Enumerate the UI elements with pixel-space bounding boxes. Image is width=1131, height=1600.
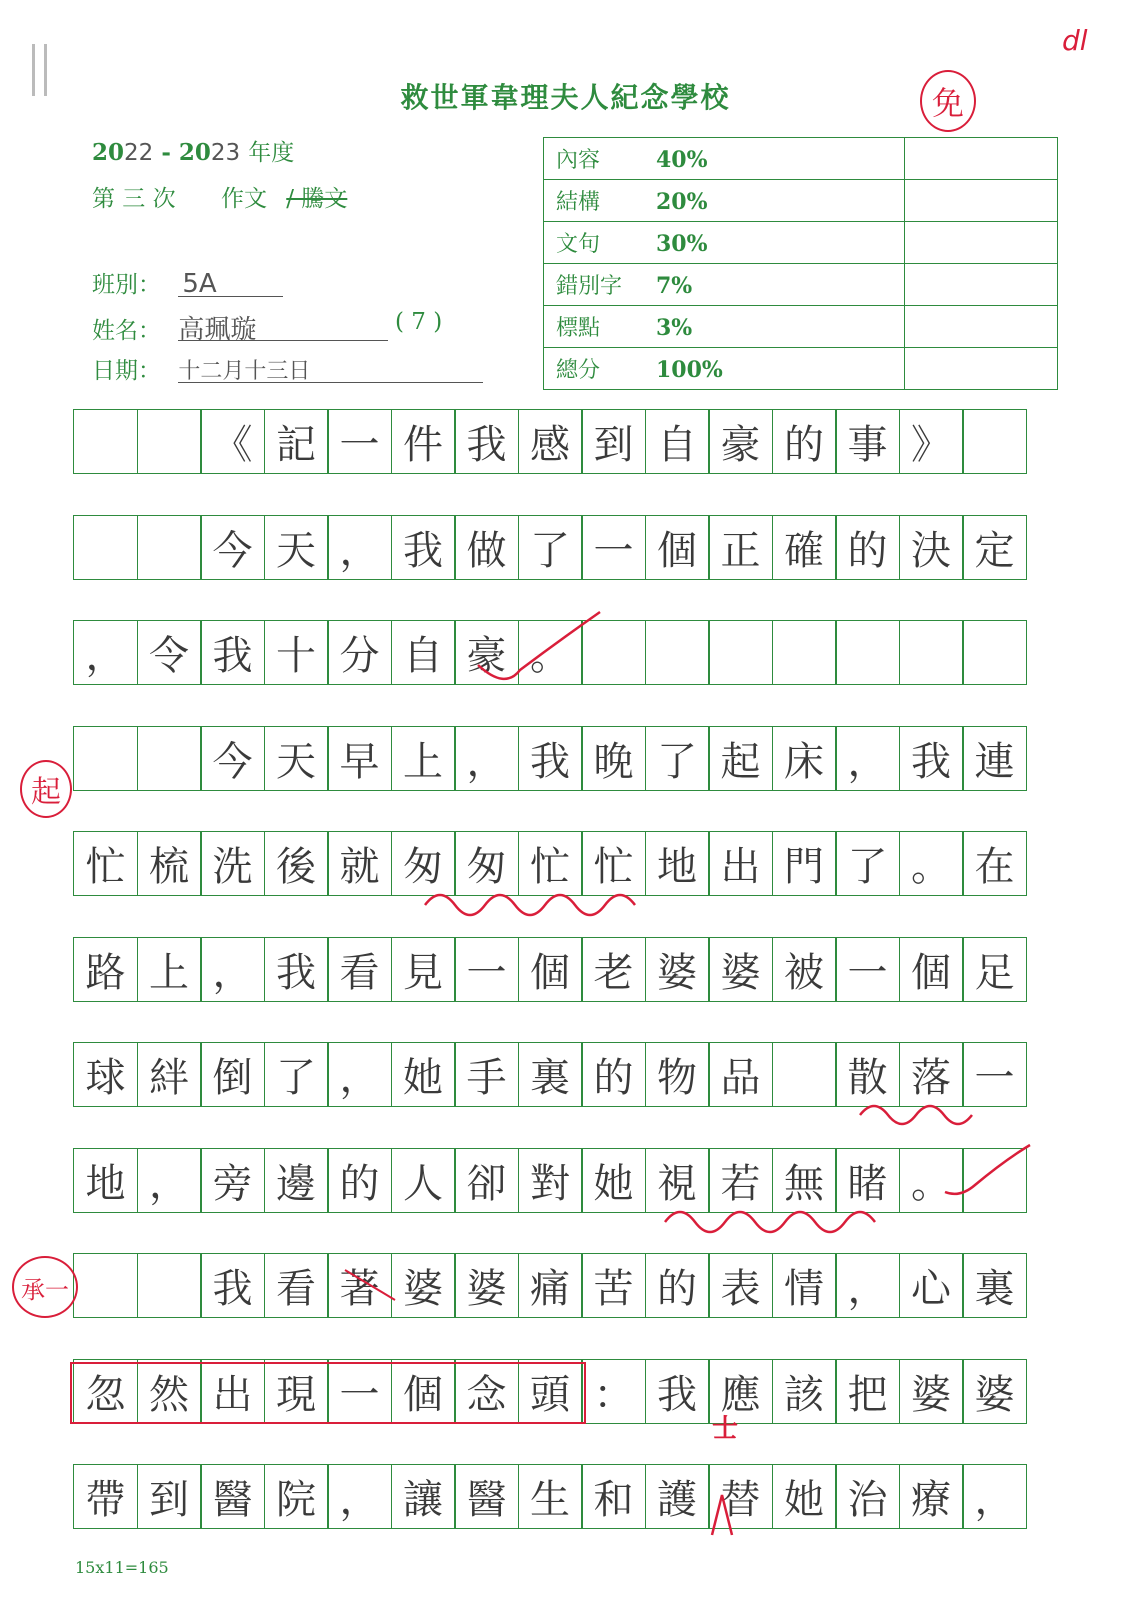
grid-cell: ，: [137, 1148, 202, 1213]
grid-cell: 和: [581, 1464, 646, 1529]
type-alt: / 騰文: [286, 186, 348, 212]
score-category: 錯別字: [556, 274, 623, 299]
grid-cell: 我: [454, 409, 519, 474]
year-dash: -: [161, 139, 171, 166]
year-prefix-1: 20: [92, 139, 125, 166]
grid-cell: 我: [391, 515, 456, 580]
grid-cell: 若: [708, 1148, 773, 1213]
grid-cell: 倒: [200, 1042, 265, 1107]
grid-cell: 的: [581, 1042, 646, 1107]
grid-cell: 正: [708, 515, 773, 580]
round-label: 第 三 次: [92, 186, 176, 212]
grid-cell: 就: [327, 831, 392, 896]
grid-cell: 今: [200, 726, 265, 791]
grid-cell: 事: [835, 409, 900, 474]
grid-cell: 個: [899, 937, 964, 1002]
grid-cell: ，: [73, 620, 138, 685]
grid-cell: 今: [200, 515, 265, 580]
grid-cell: 見: [391, 937, 456, 1002]
grid-cell: 我: [200, 620, 265, 685]
grid-cell: 婆: [645, 937, 710, 1002]
grid-cell: 十: [264, 620, 329, 685]
grid-cell: 物: [645, 1042, 710, 1107]
grid-cell: 洗: [200, 831, 265, 896]
score-category: 結構: [556, 190, 601, 215]
grid-cell: 晚: [581, 726, 646, 791]
school-title: 救世軍韋理夫人紀念學校: [400, 81, 731, 114]
grid-cell: 了: [645, 726, 710, 791]
grid-cell: 然: [137, 1359, 202, 1424]
tick-mark-2: [945, 1145, 1030, 1194]
grid-cell: 了: [835, 831, 900, 896]
grid-cell: ，: [962, 1464, 1027, 1529]
grid-cell: 一: [327, 1359, 392, 1424]
grid-cell: 替: [708, 1464, 773, 1529]
name-value: 高珮璇: [178, 315, 257, 345]
grid-cell: 落: [899, 1042, 964, 1107]
grid-cell: 痛: [518, 1253, 583, 1318]
grid-cell: 睹: [835, 1148, 900, 1213]
date-value: 十二月十三日: [178, 359, 311, 384]
grid-cell: 把: [835, 1359, 900, 1424]
grid-cell: 出: [708, 831, 773, 896]
student-number: ( 7 ): [395, 309, 443, 335]
grid-cell: 球: [73, 1042, 138, 1107]
grid-cell: ，: [200, 937, 265, 1002]
grid-cell: 忽: [73, 1359, 138, 1424]
grid-cell: 該: [772, 1359, 837, 1424]
score-percent: 20%: [656, 189, 708, 215]
grid-cell: 忙: [73, 831, 138, 896]
grid-cell: 上: [391, 726, 456, 791]
grid-cell: 地: [73, 1148, 138, 1213]
grid-cell: 一: [835, 937, 900, 1002]
grid-cell: 我: [899, 726, 964, 791]
grid-cell: 旁: [200, 1148, 265, 1213]
grid-cell: 豪: [708, 409, 773, 474]
grid-cell: 豪: [454, 620, 519, 685]
score-percent: 7%: [656, 273, 693, 299]
date-label: 日期：: [92, 358, 161, 384]
grid-cell: 到: [581, 409, 646, 474]
grid-cell: 個: [645, 515, 710, 580]
grid-cell: 無: [772, 1148, 837, 1213]
year-hand-1: 22: [124, 140, 154, 166]
score-percent: 3%: [656, 315, 693, 341]
grid-cell: 她: [772, 1464, 837, 1529]
grid-cell: 的: [327, 1148, 392, 1213]
grid-cell: 心: [899, 1253, 964, 1318]
grid-cell: 醫: [200, 1464, 265, 1529]
grid-cell: 自: [391, 620, 456, 685]
wavy-underline-2: [860, 1106, 972, 1124]
score-category: 內容: [556, 148, 601, 173]
class-label: 班別：: [92, 272, 161, 298]
insert-correction: 士: [712, 1414, 739, 1444]
grid-cell: 的: [772, 409, 837, 474]
grid-cell: 一: [327, 409, 392, 474]
grid-count: 15x11=165: [75, 1558, 169, 1577]
grid-cell: 我: [200, 1253, 265, 1318]
grid-cell: 婆: [454, 1253, 519, 1318]
grid-cell: 確: [772, 515, 837, 580]
grid-cell: 裏: [518, 1042, 583, 1107]
grid-cell: 老: [581, 937, 646, 1002]
grid-cell: 情: [772, 1253, 837, 1318]
grid-cell: ，: [835, 726, 900, 791]
grid-cell: 她: [581, 1148, 646, 1213]
grid-cell: 感: [518, 409, 583, 474]
grid-cell: 苦: [581, 1253, 646, 1318]
grid-cell: 決: [899, 515, 964, 580]
grid-cell: 天: [264, 726, 329, 791]
grid-cell: 我: [518, 726, 583, 791]
grid-cell: 個: [518, 937, 583, 1002]
grid-cell: 。: [518, 620, 583, 685]
grid-cell: 連: [962, 726, 1027, 791]
wavy-underline-1: [425, 895, 635, 915]
grid-cell: 到: [137, 1464, 202, 1529]
grid-cell: ，: [327, 1042, 392, 1107]
grid-cell: 匆: [454, 831, 519, 896]
grid-cell: ：: [581, 1359, 646, 1424]
grid-cell: 令: [137, 620, 202, 685]
grid-cell: 我: [264, 937, 329, 1002]
grid-cell: 床: [772, 726, 837, 791]
grid-cell: 生: [518, 1464, 583, 1529]
grid-cell: 《: [200, 409, 265, 474]
grid-cell: 自: [645, 409, 710, 474]
grid-cell: 手: [454, 1042, 519, 1107]
grid-cell: 地: [645, 831, 710, 896]
grid-cell: 匆: [391, 831, 456, 896]
teacher-initial: dl: [1062, 24, 1088, 57]
grid-cell: 醫: [454, 1464, 519, 1529]
grid-cell: 忙: [581, 831, 646, 896]
grid-cell: 。: [899, 831, 964, 896]
insert-caret: [712, 1495, 732, 1535]
grid-cell: 梳: [137, 831, 202, 896]
grid-cell: 婆: [899, 1359, 964, 1424]
grid-cell: ，: [327, 1464, 392, 1529]
grid-cell: 。: [899, 1148, 964, 1213]
grid-cell: 早: [327, 726, 392, 791]
grid-cell: 婆: [962, 1359, 1027, 1424]
type-label: 作文: [220, 186, 267, 212]
grid-cell: 現: [264, 1359, 329, 1424]
structure-mark-develop: 承一: [12, 1256, 78, 1318]
score-category: 標點: [556, 316, 601, 341]
grid-cell: 分: [327, 620, 392, 685]
grid-cell: 一: [581, 515, 646, 580]
grid-cell: 讓: [391, 1464, 456, 1529]
grid-cell: 帶: [73, 1464, 138, 1529]
grid-cell: 出: [200, 1359, 265, 1424]
score-percent: 40%: [656, 147, 708, 173]
grid-cell: 上: [137, 937, 202, 1002]
grid-cell: 人: [391, 1148, 456, 1213]
wavy-underline-3: [665, 1212, 875, 1232]
grid-cell: ，: [835, 1253, 900, 1318]
grid-cell: 後: [264, 831, 329, 896]
grid-cell: 了: [518, 515, 583, 580]
grid-cell: 絆: [137, 1042, 202, 1107]
grid-cell: 婆: [391, 1253, 456, 1318]
grid-cell: 忙: [518, 831, 583, 896]
grid-cell: 路: [73, 937, 138, 1002]
grid-cell: 婆: [708, 937, 773, 1002]
grid-cell: 品: [708, 1042, 773, 1107]
grid-cell: 在: [962, 831, 1027, 896]
grid-cell: 她: [391, 1042, 456, 1107]
score-percent: 100%: [656, 357, 723, 383]
grid-cell: 療: [899, 1464, 964, 1529]
grid-cell: 》: [899, 409, 964, 474]
correction-stroke: [345, 1270, 395, 1300]
grid-cell: 定: [962, 515, 1027, 580]
tick-mark-1: [478, 612, 600, 679]
grid-cell: 看: [327, 937, 392, 1002]
score-percent: 30%: [656, 231, 708, 257]
grid-cell: 頭: [518, 1359, 583, 1424]
grid-cell: 一: [454, 937, 519, 1002]
grid-cell: 邊: [264, 1148, 329, 1213]
year-hand-2: 23: [210, 140, 241, 166]
class-value: 5A: [182, 269, 217, 299]
grid-cell: 著: [327, 1253, 392, 1318]
grid-cell: 起: [708, 726, 773, 791]
grid-cell: 對: [518, 1148, 583, 1213]
grid-cell: 個: [391, 1359, 456, 1424]
grid-cell: 看: [264, 1253, 329, 1318]
grid-cell: 一: [962, 1042, 1027, 1107]
structure-mark-start: 起: [20, 760, 72, 818]
grid-cell: 視: [645, 1148, 710, 1213]
grid-cell: 被: [772, 937, 837, 1002]
grid-cell: 的: [645, 1253, 710, 1318]
grid-cell: 了: [264, 1042, 329, 1107]
grid-cell: 記: [264, 409, 329, 474]
score-category: 文句: [556, 232, 601, 257]
grid-cell: 足: [962, 937, 1027, 1002]
grid-cell: 我: [645, 1359, 710, 1424]
name-label: 姓名：: [92, 318, 161, 344]
year-suffix: 年度: [248, 140, 295, 166]
grid-cell: 的: [835, 515, 900, 580]
grid-cell: 卻: [454, 1148, 519, 1213]
grid-cell: ，: [454, 726, 519, 791]
grid-cell: 件: [391, 409, 456, 474]
score-category: 總分: [556, 358, 601, 383]
grid-cell: 應: [708, 1359, 773, 1424]
grid-cell: 散: [835, 1042, 900, 1107]
grid-cell: ，: [327, 515, 392, 580]
grid-cell: 天: [264, 515, 329, 580]
grid-cell: 護: [645, 1464, 710, 1529]
year-prefix-2: 20: [178, 139, 211, 166]
exemption-stamp: 免: [920, 70, 976, 132]
grid-cell: 做: [454, 515, 519, 580]
grid-cell: 表: [708, 1253, 773, 1318]
grid-cell: 門: [772, 831, 837, 896]
grid-cell: 裏: [962, 1253, 1027, 1318]
grid-cell: 治: [835, 1464, 900, 1529]
grid-cell: 院: [264, 1464, 329, 1529]
grid-cell: 念: [454, 1359, 519, 1424]
